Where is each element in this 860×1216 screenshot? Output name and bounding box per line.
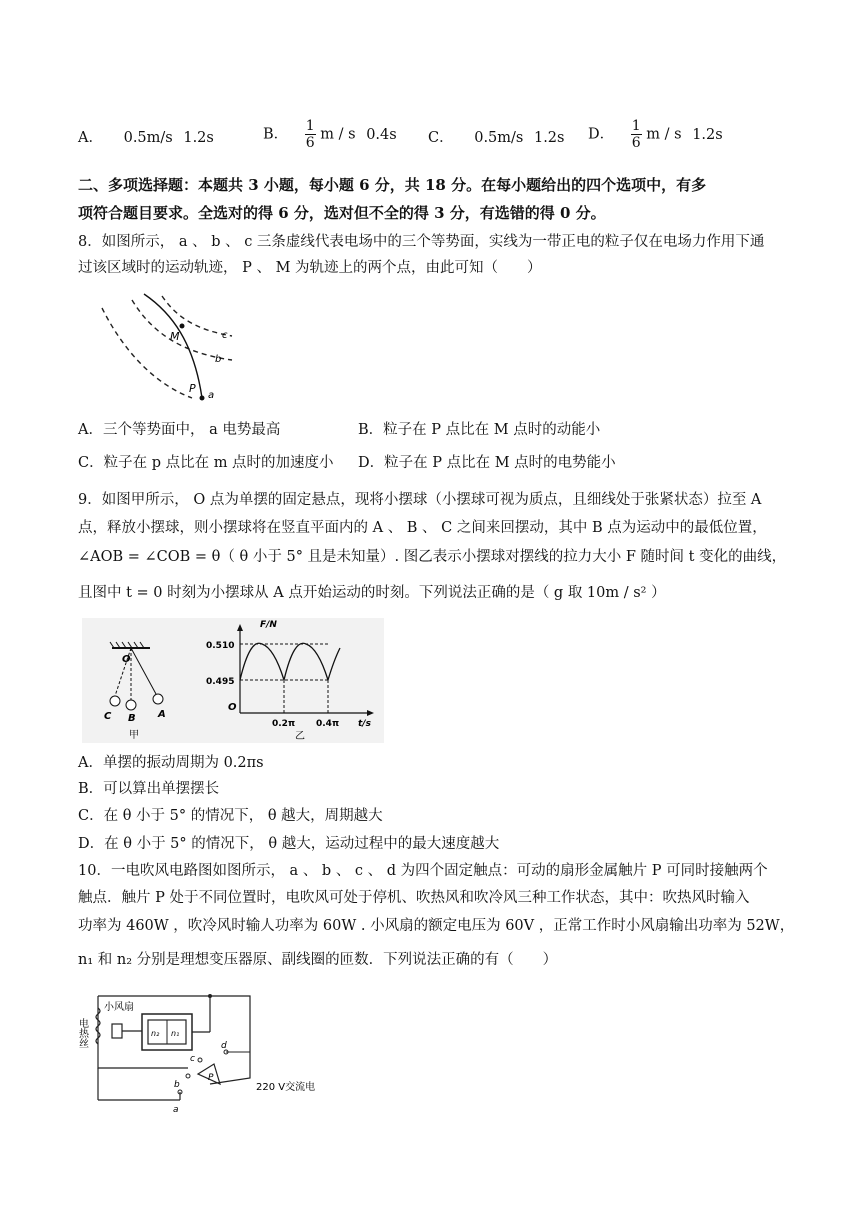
tick-y2: 0.495 — [206, 677, 235, 687]
tick-x1: 0.2π — [272, 719, 296, 729]
tick-y1: 0.510 — [206, 641, 235, 651]
q8-figure — [82, 288, 252, 406]
q9-option-b: B．可以算出单摆摆长 — [78, 781, 220, 797]
q8-stem-line2: 过该区域时的运动轨迹， P 、 M 为轨迹上的两个点，由此可知（ ） — [78, 260, 542, 276]
label-a: a — [173, 1105, 179, 1115]
label-b: b — [215, 354, 222, 365]
q10-stem-line4: n₁ 和 n₂ 分别是理想变压器原、副线圈的匝数．下列说法正确的有（ ） — [78, 952, 558, 968]
fan-icon — [112, 1024, 122, 1038]
label-c: c — [222, 330, 228, 341]
label-b: b — [174, 1080, 180, 1090]
label-a: a — [208, 390, 215, 401]
x-axis-label: t/s — [358, 719, 371, 729]
heater-coil — [96, 1008, 100, 1044]
label-C: C — [104, 711, 112, 722]
label-n2: n₂ — [151, 1029, 160, 1038]
q9-option-d: D．在 θ 小于 5° 的情况下， θ 越大，运动过程中的最大速度越大 — [78, 836, 500, 852]
q9-stem-line1: 9．如图甲所示， O 点为单摆的固定悬点，现将小摆球（小摆球可视为质点，且细线处于张紧状态）拉至 A — [78, 492, 762, 508]
label-d: d — [221, 1041, 227, 1051]
q10-circuit-figure — [76, 988, 330, 1115]
q8-option-b: B．粒子在 P 点比在 M 点时的动能小 — [358, 422, 601, 438]
q8-option-d: D．粒子在 P 点比在 M 点时的电势能小 — [358, 455, 616, 471]
q10-stem-line2: 触点．触片 P 处于不同位置时，电吹风可处于停机、吹热风和吹冷风三种工作状态，其中：吹热风时输入 — [78, 890, 750, 906]
caption-jia: 甲 — [129, 730, 139, 741]
tick-x2: 0.4π — [316, 719, 340, 729]
label-P: P — [189, 382, 196, 395]
q8-option-a: A．三个等势面中， a 电势最高 — [78, 422, 281, 438]
equipotential-b — [132, 300, 232, 360]
label-source: 220 V交流电 — [256, 1082, 316, 1093]
q7-option-c: C． 0.5m/s 1.2s — [428, 130, 565, 146]
label-P: P — [208, 1073, 214, 1083]
origin-label: O — [228, 702, 237, 713]
force-curve — [240, 643, 340, 680]
label-n1: n₁ — [171, 1029, 180, 1038]
equipotential-a — [102, 308, 192, 398]
label-M: M — [170, 330, 180, 343]
label-fan: 小风扇 — [104, 1002, 134, 1013]
label-c: c — [190, 1054, 195, 1064]
label-heater: 电热丝 — [76, 1018, 88, 1048]
q9-figure-jia — [82, 618, 200, 743]
q10-stem-line1: 10．一电吹风电路图如图所示， a 、 b 、 c 、 d 为四个固定触点：可动的扇形金属触片 P 可同时接触两个 — [78, 863, 768, 879]
q7-option-b: B． $\frac{1}{6}$ m / s 0.4s — [263, 118, 397, 151]
q9-stem-line4: 且图中 t = 0 时刻为小摆球从 A 点开始运动的时刻。下列说法正确的是（ g 取 10m / s² ） — [78, 585, 666, 601]
section2-line1: 二、多项选择题：本题共 3 小题，每小题 6 分，共 18 分。在每小题给出的四个选项中，有多 — [78, 176, 707, 194]
q9-stem-line2: 点，释放小摆球，则小摆球将在竖直平面内的 A 、 B 、 C 之间来回摆动，其中 B 点为运动中的最低位置， — [78, 520, 767, 536]
q8-option-c: C．粒子在 p 点比在 m 点时的加速度小 — [78, 455, 334, 471]
label-B: B — [128, 713, 136, 724]
q9-option-c: C．在 θ 小于 5° 的情况下， θ 越大，周期越大 — [78, 808, 383, 824]
q10-stem-line3: 功率为 460W ，吹冷风时输人功率为 60W . 小风扇的额定电压为 60V ，正常工作时小风扇输出功率为 52W， — [78, 918, 795, 934]
y-axis-label: F/N — [260, 620, 277, 630]
q7-option-d: D． $\frac{1}{6}$ m / s 1.2s — [588, 118, 723, 151]
section2-line2: 项符合题目要求。全选对的得 6 分，选对但不全的得 3 分，有选错的得 0 分。 — [78, 204, 606, 222]
q9-stem-line3: ∠AOB = ∠COB = θ（ θ 小于 5° 且是未知量）. 图乙表示小摆球对摆线的拉力大小 F 随时间 t 变化的曲线， — [78, 549, 787, 565]
caption-yi: 乙 — [295, 731, 305, 742]
q7-option-a: A． 0.5m/s 1.2s — [78, 130, 214, 146]
label-A: A — [158, 709, 166, 720]
label-O: O — [122, 654, 131, 665]
q8-stem-line1: 8．如图所示， a 、 b 、 c 三条虚线代表电场中的三个等势面，实线为一带正电的粒子仅在电场力作用下通 — [78, 234, 765, 250]
q9-option-a: A．单摆的振动周期为 0.2πs — [78, 755, 264, 771]
q9-figure-yi — [200, 618, 384, 743]
